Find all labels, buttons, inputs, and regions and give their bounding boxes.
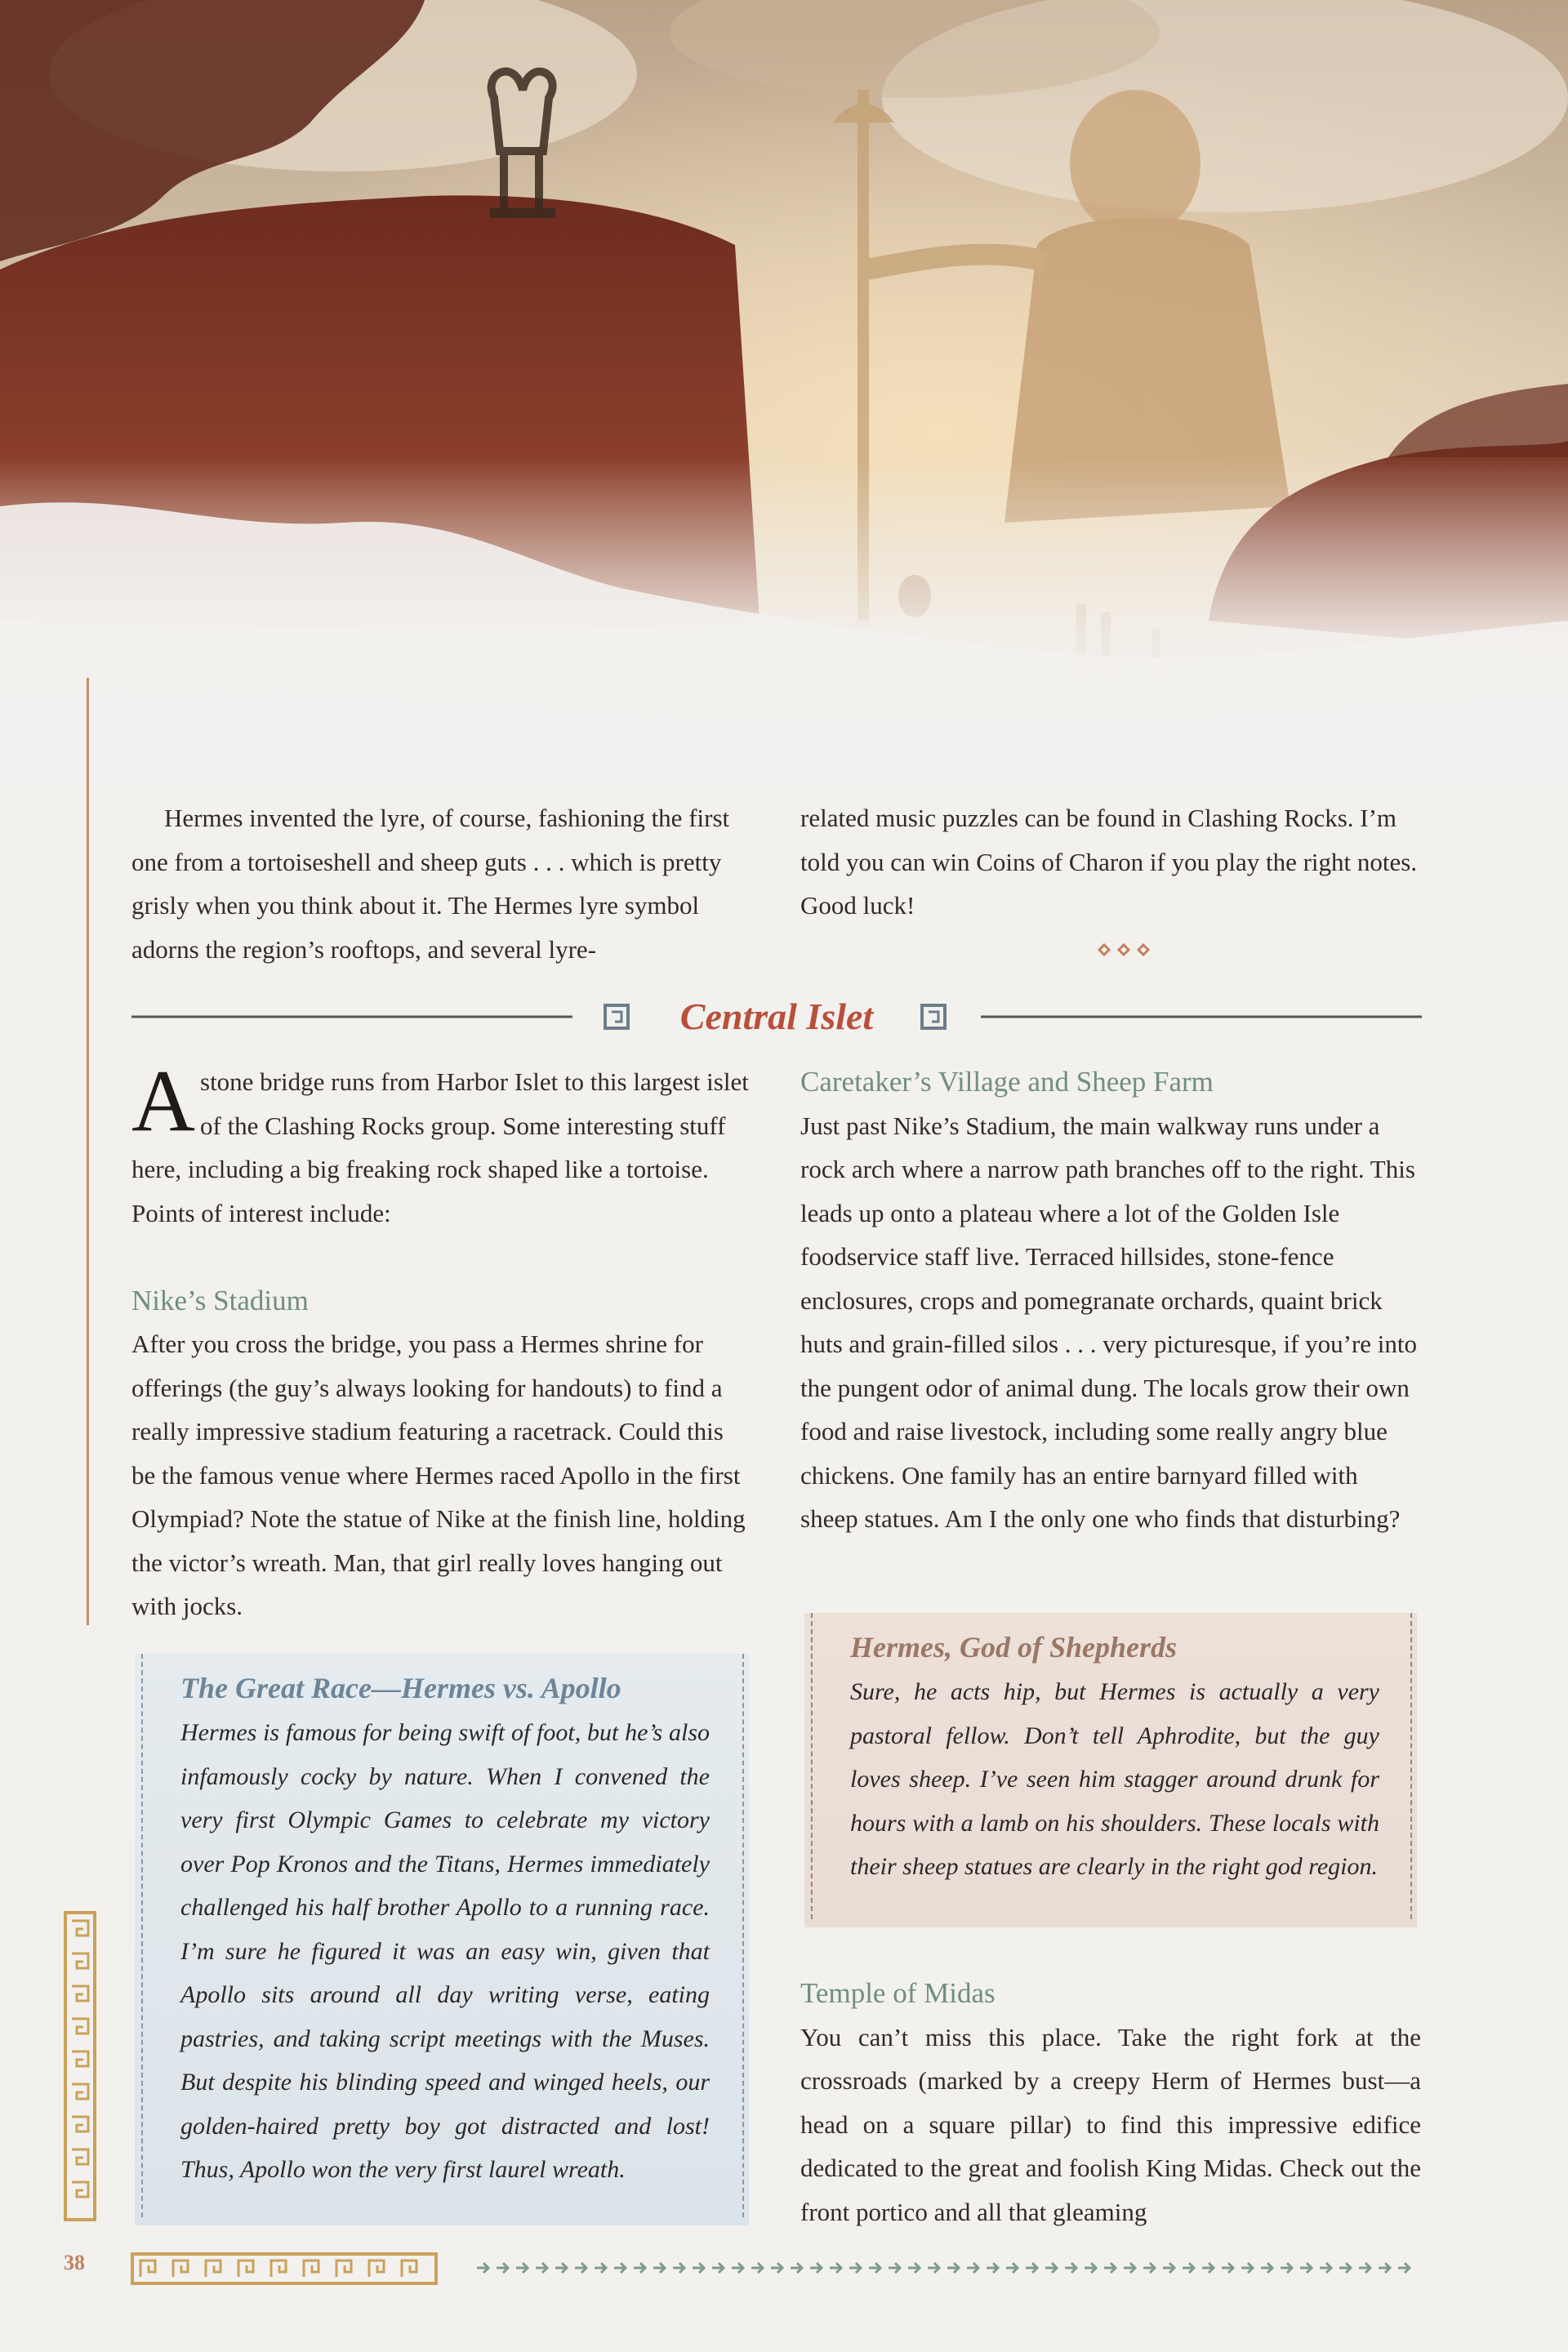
diamond-ornament-icon [1091,939,1156,960]
greek-key-vertical-icon [64,1911,96,2221]
section-title: Central Islet [679,996,874,1037]
temple-of-midas-text: You can’t miss this place. Take the right fork at the crossroads (marked by a creepy Herm of Hermes bust—a head on a square pillar) to find this impressive edifice dedicated to the great and foolish King Midas. Check out the front portico and all that gleaming [800,2022,1421,2226]
sidebar-god-of-shepherds [804,1613,1417,1927]
sidebar-great-race-text: Hermes is famous for being swift of foot, but he’s also infamously cocky by nature. When I convened the very first Olympic Games to celebrate my victory over Pop Kronos and the Titans, Hermes immediately challenged his half brother Apollo to a running race. I’m sure he figured it was an easy win, given that Apollo sits around all day writing verse, eating pastries, and taking script meetings with the Muses. But despite his blinding speed and winged heels, our golden-haired pretty boy got distracted and lost! Thus, Apollo won the very first laurel wreath. [180,1719,710,2183]
sidebar-shepherds-title: Hermes, God of Shepherds [850,1631,1178,1664]
caretakers-village-text: Just past Nike’s Stadium, the main walkway runs under a rock arch where a narrow path branches off to the right. This leads up onto a plateau where a lot of the Golden Isle foodservice staff live. Terraced hillsides, stone-fence enclosures, crops and pomegranate orchards, quaint brick huts and grain-filled silos . . . very picturesque, if you’re into the pungent odor of animal dung. The locals grow their own food and raise livestock, including some really angry blue chickens. One family has an entire barnyard filled with sheep statues. Am I the only one who finds that disturbing? [800,1111,1418,1533]
page-number: 38 [64,2251,85,2274]
sidebar-great-race-title: The Great Race—Hermes vs. Apollo [180,1672,621,1704]
section-divider [131,992,1422,1041]
sidebar-great-race [135,1654,749,2225]
intro-paragraph-left: Hermes invented the lyre, of course, fashioning the first one from a tortoiseshell and sheep guts . . . which is pretty grisly when you think about it. The Hermes lyre symbol adorns the region’s rooftops, and several lyre- [131,804,730,964]
temple-of-midas-heading: Temple of Midas [800,1977,996,2009]
nikes-stadium-text: After you cross the bridge, you pass a Hermes shrine for offerings (the guy’s always looking for handouts) to find a really impressive stadium featuring a racetrack. Could this be the famous venue where Hermes raced Apollo in the first Olympiad? Note the statue of Nike at the finish line, holding the victor’s wreath. Man, that girl really loves hanging out with jocks. [131,1330,746,1620]
lead-paragraph [131,1053,752,1235]
left-column [131,1053,752,1628]
left-margin-rule [87,678,89,1625]
arrow-border-icon [472,2257,1421,2278]
sidebar-shepherds-text: Sure, he acts hip, but Hermes is actually a very pastoral fellow. Don’t tell Aphrodite, but the guy loves sheep. I’ve seen him stagger around drunk for hours with a lamb on his shoulders. These locals with their sheep statues are clearly in the right god region. [850,1678,1379,1880]
intro-paragraph-right: related music puzzles can be found in Clashing Rocks. I’m told you can win Coins of Charon if you play the right notes. Good luck! [800,804,1418,920]
temple-of-midas-block [800,1971,1421,2234]
greek-key-horizontal-icon [131,2252,438,2285]
caretakers-village-heading: Caretaker’s Village and Sheep Farm [800,1066,1214,1098]
nikes-stadium-heading: Nike’s Stadium [131,1284,309,1316]
lead-text: stone bridge runs from Harbor Islet to this largest islet of the Clashing Rocks group. Some interesting stuff here, including a big freaking rock shaped like a tortoise. Points of interest include: [131,1067,749,1227]
right-column [800,1060,1421,1541]
hero-illustration [0,0,1568,784]
drop-cap: A [131,1053,195,1150]
